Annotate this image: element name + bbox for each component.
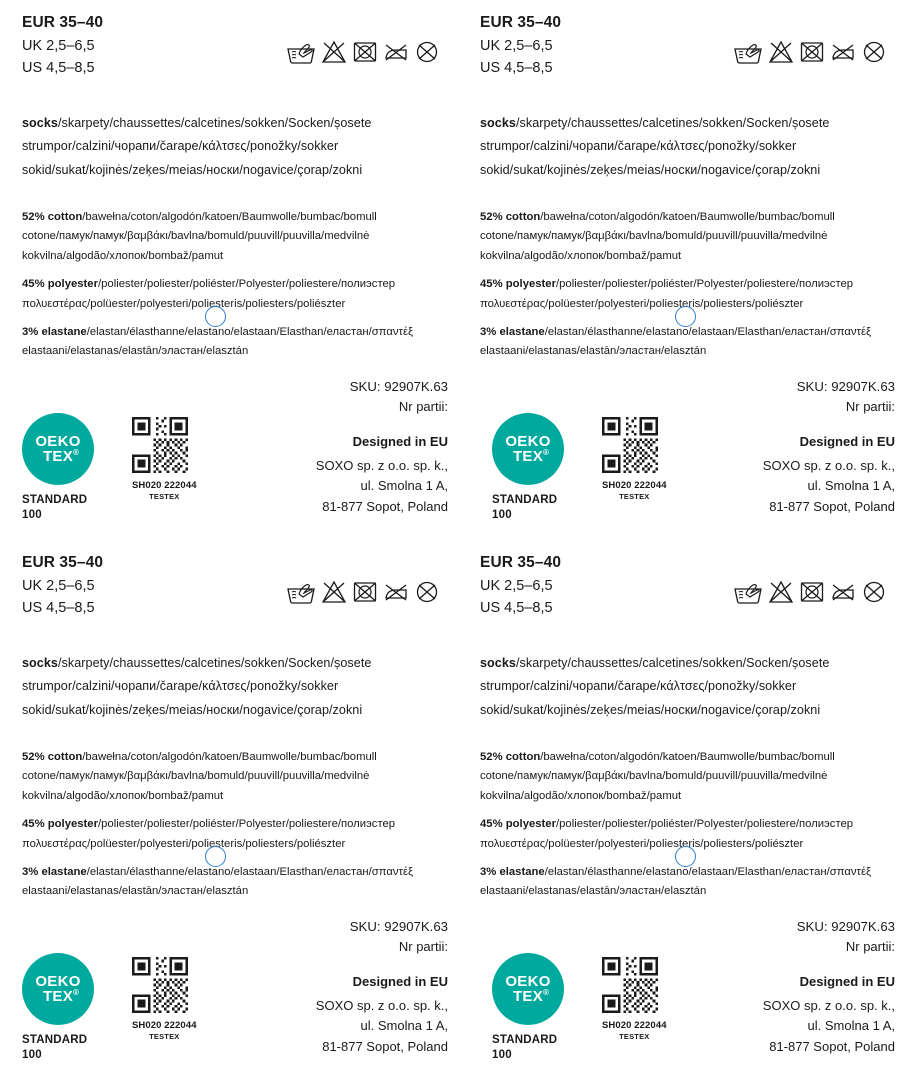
no-bleach-icon (768, 580, 794, 604)
product-names-line3: sokid/sukat/kojinės/zeķes/meias/носки/nogavice/çorap/zokni (22, 162, 363, 177)
oeko-code-text: SH020 222044 (132, 1020, 197, 1032)
composition-extra-line: cotone/памук/памук/βαμβάκι/bavlna/bomuld/puuvill/puuvilla/medvilnė (480, 770, 828, 783)
qr-block (602, 413, 667, 501)
lot-text: Nr partii: (845, 939, 895, 955)
sku-text: SKU: 92907K.63 (796, 918, 895, 934)
product-names-line1 (22, 112, 448, 135)
composition-percent: 3% elastane (480, 325, 545, 338)
size-uk: UK 2,5–6,5 (22, 38, 95, 55)
composition-translations: /poliester/poliester/poliéster/Polyester/poliestere/полиэстер (97, 818, 396, 831)
oeko-line2-text: TEX (42, 448, 74, 466)
composition-percent: 45% polyester (22, 818, 98, 831)
size-us: US 4,5–8,5 (22, 60, 95, 77)
product-names-line1 (480, 652, 895, 675)
label-footer (22, 376, 448, 522)
product-name-primary: socks (22, 655, 58, 670)
product-names-line2: strumpor/calzini/чорапи/čarape/κάλτσες/ponožky/sokker (480, 679, 797, 694)
size-block (480, 6, 561, 80)
composition-percent: 45% polyester (480, 278, 556, 291)
oeko-standard (492, 493, 588, 522)
product-names-line1 (480, 112, 895, 135)
lot-text: Nr partii: (845, 399, 895, 415)
company-city: 81-877 Sopot, Poland (322, 1039, 448, 1055)
composition-extra-line: cotone/памук/памук/βαμβάκι/bavlna/bomuld/puuvill/puuvilla/medvilnė (480, 230, 828, 243)
hand-wash-icon (286, 40, 316, 64)
oeko-standard-text: STANDARD (492, 494, 558, 507)
oeko-standard-text: STANDARD (22, 494, 88, 507)
oeko-standard (22, 493, 118, 522)
composition-block (22, 748, 448, 902)
composition-item (480, 275, 895, 314)
composition-extra-line: cotone/памук/памук/βαμβάκι/bavlna/bomuld/puuvill/puuvilla/medvilnė (22, 770, 370, 783)
care-symbols (733, 546, 895, 604)
product-name-translations-1: /skarpety/chaussettes/calcetines/sokken/Socken/șosete (57, 655, 372, 670)
oeko-code (132, 1020, 197, 1041)
company-street: ul. Smolna 1 A, (360, 478, 448, 494)
oeko-tex-mark (492, 953, 588, 1062)
composition-extra-line: πολυεστέρας/polüester/polyesteri/poliesteris/poliesters/poliészter (480, 837, 804, 850)
composition-translations: /bawełna/coton/algodón/katoen/Baumwolle/bumbac/bomull (540, 210, 835, 223)
size-eur: EUR 35–40 (480, 554, 562, 571)
composition-percent: 3% elastane (22, 325, 87, 338)
composition-translations: /poliester/poliester/poliéster/Polyester/poliestere/полиэстер (555, 278, 854, 291)
oeko-line2 (42, 988, 80, 1006)
composition-percent: 52% cotton (22, 750, 83, 763)
product-names-line2: strumpor/calzini/чорапи/čarape/κάλτσες/ponožky/sokker (22, 139, 339, 154)
company-street: ul. Smolna 1 A, (360, 1018, 448, 1034)
product-names-line3: sokid/sukat/kojinės/zeķes/meias/носки/nogavice/çorap/zokni (480, 702, 821, 717)
no-dry-clean-icon (861, 40, 887, 64)
product-names-line1 (22, 652, 448, 675)
size-uk: UK 2,5–6,5 (22, 578, 95, 595)
size-us: US 4,5–8,5 (22, 600, 95, 617)
product-names (22, 652, 448, 722)
no-bleach-icon (321, 580, 347, 604)
designed-text: Designed in EU (352, 433, 448, 449)
label-card (0, 540, 470, 1080)
composition-item (22, 208, 448, 266)
label-footer (492, 376, 895, 522)
label-footer (492, 916, 895, 1062)
oeko-tex-badge (492, 953, 564, 1025)
composition-item (22, 815, 448, 854)
composition-item (22, 275, 448, 314)
composition-percent: 52% cotton (480, 210, 541, 223)
composition-percent: 52% cotton (480, 750, 541, 763)
oeko-standard-number: 100 (492, 1048, 512, 1061)
oeko-institute: TESTEX (149, 1032, 180, 1042)
oeko-tex-mark (22, 953, 118, 1062)
oeko-line2-text: TEX (512, 988, 544, 1006)
designed-text: Designed in EU (352, 973, 448, 989)
composition-percent: 3% elastane (480, 865, 545, 878)
qr-block (132, 953, 197, 1041)
composition-extra-line: πολυεστέρας/polüester/polyesteri/poliesteris/poliesters/poliészter (22, 837, 346, 850)
composition-translations: /elastan/élasthanne/elastano/elastaan/Elasthan/еластан/σπαντέξ (86, 325, 414, 338)
size-uk: UK 2,5–6,5 (480, 578, 553, 595)
composition-extra-line: kokvilna/algodão/хлопок/bombaž/pamut (480, 249, 682, 262)
company-city: 81-877 Sopot, Poland (769, 499, 895, 515)
hand-wash-icon (733, 580, 763, 604)
oeko-standard-number: 100 (22, 508, 42, 521)
size-eur: EUR 35–40 (22, 14, 104, 31)
care-symbols (286, 6, 448, 64)
no-dry-clean-icon (414, 40, 440, 64)
composition-item (480, 815, 895, 854)
composition-percent: 45% polyester (480, 818, 556, 831)
qr-code-icon (602, 957, 658, 1013)
oeko-standard-text: STANDARD (492, 1034, 558, 1047)
qr-block (602, 953, 667, 1041)
composition-extra-line: elastaani/elastanas/elastān/эластан/elasztán (22, 885, 249, 898)
qr-code-icon (132, 957, 188, 1013)
composition-translations: /elastan/élasthanne/elastano/elastaan/Elasthan/еластан/σπαντέξ (544, 865, 872, 878)
composition-translations: /bawełna/coton/algodón/katoen/Baumwolle/bumbac/bomull (82, 210, 377, 223)
oeko-code-text: SH020 222044 (602, 480, 667, 492)
oeko-standard-number: 100 (22, 1048, 42, 1061)
address-block (763, 916, 895, 1062)
label-header (22, 6, 448, 80)
lot-text: Nr partii: (398, 939, 448, 955)
composition-extra-line: kokvilna/algodão/хлопок/bombaž/pamut (480, 789, 682, 802)
oeko-standard-number: 100 (492, 508, 512, 521)
composition-block (480, 208, 895, 362)
composition-extra-line: πολυεστέρας/polüester/polyesteri/poliesteris/poliesters/poliészter (22, 297, 346, 310)
oeko-institute: TESTEX (149, 492, 180, 502)
oeko-code (602, 480, 667, 501)
size-eur: EUR 35–40 (480, 14, 562, 31)
composition-block (22, 208, 448, 362)
certification-marks (22, 413, 197, 522)
company-name: SOXO sp. z o.o. sp. k., (315, 997, 448, 1013)
company-name: SOXO sp. z o.o. sp. k., (762, 997, 895, 1013)
composition-extra-line: elastaani/elastanas/elastān/эластан/elasztán (22, 345, 249, 358)
oeko-line2 (42, 448, 80, 466)
oeko-line2 (512, 448, 550, 466)
qr-code-icon (132, 417, 188, 473)
no-tumble-dry-icon (799, 40, 825, 64)
size-uk: UK 2,5–6,5 (480, 38, 553, 55)
label-header (22, 546, 448, 620)
address-block (763, 376, 895, 522)
care-symbols (286, 546, 448, 604)
oeko-code (602, 1020, 667, 1041)
size-eur: EUR 35–40 (22, 554, 104, 571)
composition-translations: /elastan/élasthanne/elastano/elastaan/Elasthan/еластан/σπαντέξ (544, 325, 872, 338)
no-iron-icon (383, 580, 409, 604)
composition-translations: /bawełna/coton/algodón/katoen/Baumwolle/bumbac/bomull (540, 750, 835, 763)
qr-block (132, 413, 197, 501)
label-card (470, 540, 917, 1080)
designed-text: Designed in EU (799, 433, 895, 449)
oeko-institute: TESTEX (619, 1032, 650, 1042)
oeko-line1: OEKO (505, 972, 551, 990)
composition-extra-line: kokvilna/algodão/хлопок/bombaž/pamut (22, 249, 224, 262)
sku-text: SKU: 92907K.63 (796, 378, 895, 394)
address-block (316, 376, 448, 522)
address-block (316, 916, 448, 1062)
oeko-code-text: SH020 222044 (132, 480, 197, 492)
composition-translations: /poliester/poliester/poliéster/Polyester/poliestere/полиэстер (555, 818, 854, 831)
product-name-primary: socks (480, 655, 516, 670)
size-block (22, 6, 103, 80)
label-footer (22, 916, 448, 1062)
composition-item (480, 323, 895, 362)
lot-text: Nr partii: (398, 399, 448, 415)
certification-marks (22, 953, 197, 1062)
company-name: SOXO sp. z o.o. sp. k., (762, 457, 895, 473)
composition-percent: 45% polyester (22, 278, 98, 291)
product-names-line3: sokid/sukat/kojinės/zeķes/meias/носки/nogavice/çorap/zokni (480, 162, 821, 177)
product-name-translations-1: /skarpety/chaussettes/calcetines/sokken/Socken/șosete (515, 115, 830, 130)
qr-code-icon (602, 417, 658, 473)
composition-block (480, 748, 895, 902)
no-tumble-dry-icon (352, 580, 378, 604)
composition-item (480, 748, 895, 806)
composition-extra-line: πολυεστέρας/polüester/polyesteri/poliesteris/poliesters/poliészter (480, 297, 804, 310)
composition-item (480, 208, 895, 266)
size-us: US 4,5–8,5 (480, 60, 553, 77)
oeko-standard-text: STANDARD (22, 1034, 88, 1047)
company-city: 81-877 Sopot, Poland (769, 1039, 895, 1055)
oeko-tex-mark (22, 413, 118, 522)
sku-text: SKU: 92907K.63 (349, 918, 448, 934)
company-street: ul. Smolna 1 A, (807, 1018, 895, 1034)
composition-translations: /elastan/élasthanne/elastano/elastaan/Elasthan/еластан/σπαντέξ (86, 865, 414, 878)
oeko-line2 (512, 988, 550, 1006)
composition-translations: /poliester/poliester/poliéster/Polyester/poliestere/полиэстер (97, 278, 396, 291)
oeko-line1: OEKO (35, 432, 81, 450)
oeko-code (132, 480, 197, 501)
oeko-code-text: SH020 222044 (602, 1020, 667, 1032)
size-block (480, 546, 561, 620)
registered-mark: ® (73, 448, 80, 458)
hand-wash-icon (286, 580, 316, 604)
product-names-line2: strumpor/calzini/чорапи/čarape/κάλτσες/ponožky/sokker (480, 139, 797, 154)
no-tumble-dry-icon (352, 40, 378, 64)
composition-extra-line: kokvilna/algodão/хлопок/bombaž/pamut (22, 789, 224, 802)
product-names-line2: strumpor/calzini/чорапи/čarape/κάλτσες/ponožky/sokker (22, 679, 339, 694)
sku-text: SKU: 92907K.63 (349, 378, 448, 394)
composition-translations: /bawełna/coton/algodón/katoen/Baumwolle/bumbac/bomull (82, 750, 377, 763)
product-names-line3: sokid/sukat/kojinės/zeķes/meias/носки/nogavice/çorap/zokni (22, 702, 363, 717)
certification-marks (492, 953, 667, 1062)
product-names (22, 112, 448, 182)
no-bleach-icon (321, 40, 347, 64)
product-name-primary: socks (480, 115, 516, 130)
product-name-primary: socks (22, 115, 58, 130)
size-block (22, 546, 103, 620)
oeko-line1: OEKO (35, 972, 81, 990)
oeko-standard (492, 1033, 588, 1062)
certification-marks (492, 413, 667, 522)
composition-item (480, 863, 895, 902)
oeko-line2-text: TEX (512, 448, 544, 466)
registered-mark: ® (543, 988, 550, 998)
composition-percent: 52% cotton (22, 210, 83, 223)
size-us: US 4,5–8,5 (480, 600, 553, 617)
composition-percent: 3% elastane (22, 865, 87, 878)
registered-mark: ® (543, 448, 550, 458)
no-iron-icon (383, 40, 409, 64)
oeko-tex-badge (22, 953, 94, 1025)
hand-wash-icon (733, 40, 763, 64)
company-name: SOXO sp. z o.o. sp. k., (315, 457, 448, 473)
label-header (480, 546, 895, 620)
no-iron-icon (830, 580, 856, 604)
company-city: 81-877 Sopot, Poland (322, 499, 448, 515)
care-symbols (733, 6, 895, 64)
label-header (480, 6, 895, 80)
composition-extra-line: elastaani/elastanas/elastān/эластан/elasztán (480, 345, 707, 358)
composition-extra-line: cotone/памук/памук/βαμβάκι/bavlna/bomuld/puuvill/puuvilla/medvilnė (22, 230, 370, 243)
product-names (480, 652, 895, 722)
composition-item (22, 323, 448, 362)
no-dry-clean-icon (861, 580, 887, 604)
no-iron-icon (830, 40, 856, 64)
product-name-translations-1: /skarpety/chaussettes/calcetines/sokken/Socken/șosete (57, 115, 372, 130)
label-card (0, 0, 470, 540)
product-name-translations-1: /skarpety/chaussettes/calcetines/sokken/Socken/șosete (515, 655, 830, 670)
oeko-institute: TESTEX (619, 492, 650, 502)
label-card (470, 0, 917, 540)
oeko-standard (22, 1033, 118, 1062)
product-names (480, 112, 895, 182)
no-tumble-dry-icon (799, 580, 825, 604)
composition-extra-line: elastaani/elastanas/elastān/эластан/elasztán (480, 885, 707, 898)
oeko-line1: OEKO (505, 432, 551, 450)
no-dry-clean-icon (414, 580, 440, 604)
oeko-line2-text: TEX (42, 988, 74, 1006)
oeko-tex-badge (492, 413, 564, 485)
composition-item (22, 748, 448, 806)
no-bleach-icon (768, 40, 794, 64)
designed-text: Designed in EU (799, 973, 895, 989)
company-street: ul. Smolna 1 A, (807, 478, 895, 494)
oeko-tex-badge (22, 413, 94, 485)
oeko-tex-mark (492, 413, 588, 522)
composition-item (22, 863, 448, 902)
registered-mark: ® (73, 988, 80, 998)
